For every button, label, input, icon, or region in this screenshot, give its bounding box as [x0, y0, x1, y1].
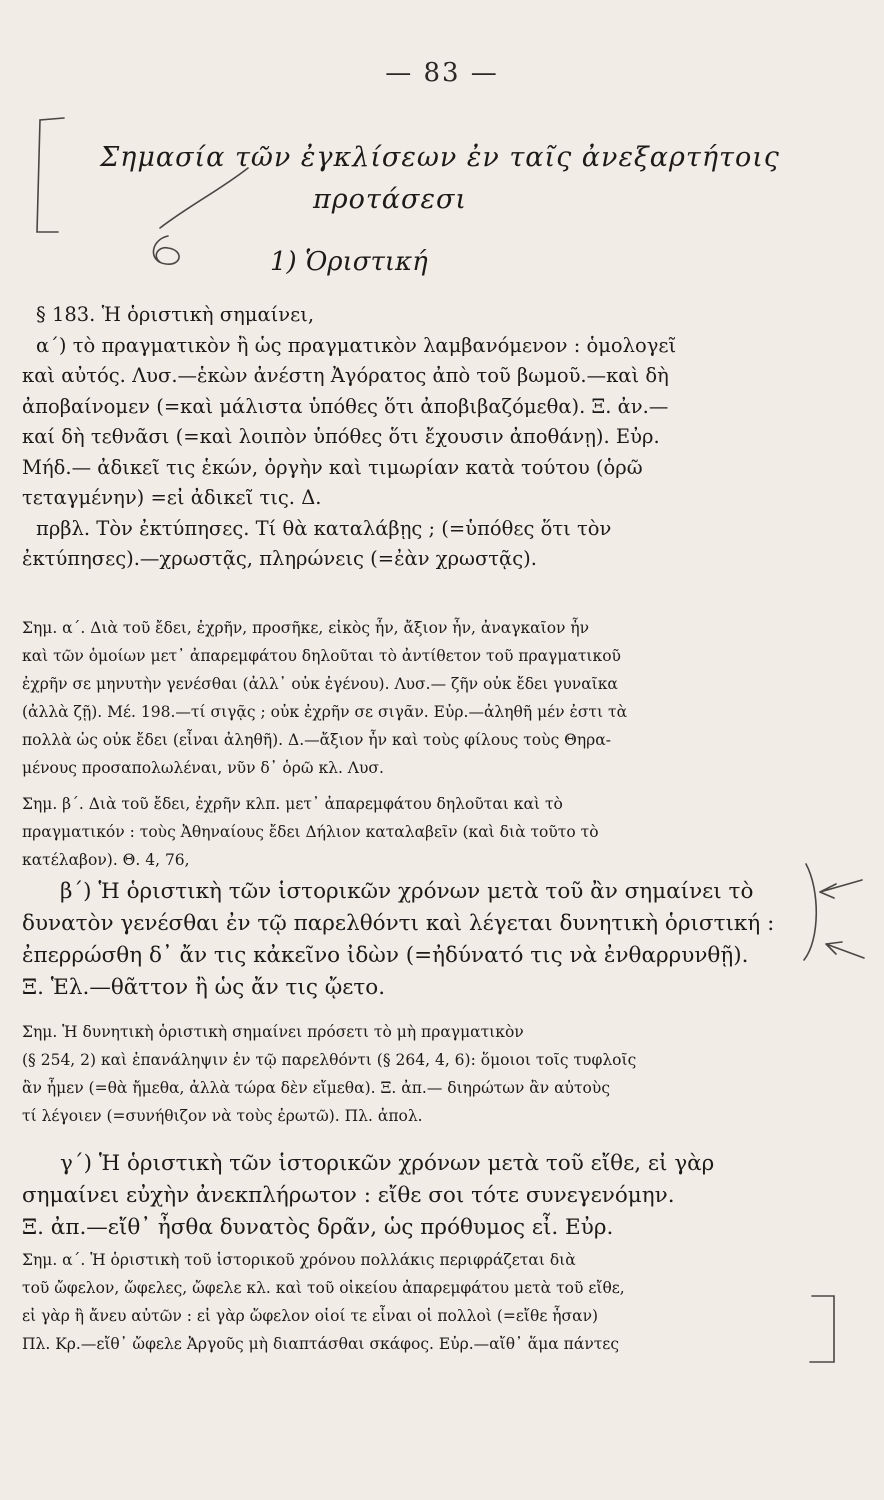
- text-line: πρβλ. Τὸν ἐκτύπησες. Τί θὰ καταλάβῃς ; (=ὑπόθες ὅτι τὸν: [36, 516, 612, 540]
- text-line: καὶ αὐτός. Λυσ.—ἑκὼν ἀνέστη Ἀγόρατος ἀπὸ τοῦ βωμοῦ.—καὶ δὴ: [22, 364, 669, 387]
- note-line: εἰ γὰρ ἢ ἄνευ αὐτῶν : εἰ γὰρ ὤφελον οἱοί τε εἶναι οἱ πολλοὶ (=εἴθε ἦσαν): [22, 1307, 599, 1325]
- bracket-right-mark: [804, 864, 816, 960]
- text-line: δυνατὸν γενέσθαι ἐν τῷ παρελθόντι καὶ λέγεται δυνητικὴ ὁριστική :: [22, 911, 775, 936]
- section-c: [22, 1148, 792, 1244]
- note-line: πραγματικόν : τοὺς Ἀθηναίους ἔδει Δήλιον καταλαβεῖν (καὶ διὰ τοῦτο τὸ: [22, 823, 599, 841]
- bracket-left-mark: [37, 118, 64, 232]
- bracket-bottom-right-mark: [810, 1296, 834, 1362]
- note-line: μένους προσαπολωλέναι, νῦν δ᾽ ὁρῶ κλ. Λυσ.: [22, 759, 384, 777]
- text-line: Μήδ.— ἀδικεῖ τις ἑκών, ὀργὴν καὶ τιμωρίαν κατὰ τούτου (ὁρῶ: [22, 455, 643, 479]
- text-line: Ξ. ἀπ.—εἴθ᾽ ἦσθα δυνατὸς δρᾶν, ὡς πρόθυμος εἶ. Εὐρ.: [22, 1215, 614, 1240]
- page-number: — 83 —: [385, 58, 499, 88]
- text-line: ἐκτύπησες).—χρωστᾷς, πληρώνεις (=ἐὰν χρωστᾷς).: [22, 547, 537, 570]
- text-line: καί δὴ τεθνᾶσι (=καὶ λοιπὸν ὑπόθες ὅτι ἔχουσιν ἀποθάνῃ). Εὐρ.: [22, 425, 660, 448]
- text-line: β΄) Ἡ ὁριστικὴ τῶν ἱστορικῶν χρόνων μετὰ τοῦ ἂν σημαίνει τὸ: [60, 879, 754, 904]
- note-line: Σημ. Ἡ δυνητικὴ ὁριστικὴ σημαίνει πρόσετι τὸ μὴ πραγματικὸν: [22, 1023, 524, 1041]
- chapter-title-continued: προτάσεσι: [313, 184, 467, 215]
- text-line: σημαίνει εὐχὴν ἀνεκπλήρωτον : εἴθε σοι τότε συνεγενόμην.: [22, 1183, 675, 1208]
- text-line: ἀποβαίνομεν (=καὶ μάλιστα ὑπόθες ὅτι ἀποβιβαζόμεθα). Ξ. ἀν.—: [22, 394, 669, 418]
- note-line: ἂν ἦμεν (=θὰ ἤμεθα, ἀλλὰ τώρα δὲν εἴμεθα). Ξ. ἀπ.— διηρώτων ἂν αὐτοὺς: [22, 1079, 610, 1097]
- arrow-icon: [820, 880, 862, 898]
- note-line: πολλὰ ὡς οὐκ ἔδει (εἶναι ἀληθῆ). Δ.—ἄξιον ἦν καὶ τοὺς φίλους τοὺς Θηρα-: [22, 731, 611, 749]
- note-b2: [22, 1018, 792, 1130]
- text-line: α΄) τὸ πραγματικὸν ἢ ὡς πραγματικὸν λαμβανόμενον : ὁμολογεῖ: [36, 333, 677, 357]
- note-b: [22, 790, 792, 874]
- note-line: Σημ. α΄. Ἡ ὁριστικὴ τοῦ ἱστορικοῦ χρόνου πολλάκις περιφράζεται διὰ: [22, 1251, 576, 1269]
- note-line: Πλ. Κρ.—εἴθ᾽ ὤφελε Ἀργοῦς μὴ διαπτάσθαι σκάφος. Εὐρ.—αἴθ᾽ ἅμα πάντες: [22, 1335, 620, 1353]
- text-line: Ξ. Ἑλ.—θᾶττον ἢ ὡς ἄν τις ᾤετο.: [22, 975, 386, 1000]
- note-line: (ἀλλὰ ζῇ). Μέ. 198.—τί σιγᾷς ; οὐκ ἐχρῆν σε σιγᾶν. Εὐρ.—ἀληθῆ μέν ἐστι τὰ: [22, 703, 628, 721]
- section-183: [22, 300, 792, 575]
- note-c: [22, 1246, 792, 1358]
- pencil-doodle-icon: [153, 236, 179, 264]
- note-a: [22, 614, 792, 782]
- note-line: τί λέγοιεν (=συνήθιζον νὰ τοὺς ἐρωτῶ). Πλ. ἀπολ.: [22, 1107, 423, 1125]
- note-line: καὶ τῶν ὁμοίων μετ᾽ ἀπαρεμφάτου δηλοῦται τὸ ἀντίθετον τοῦ πραγματικοῦ: [22, 647, 621, 665]
- note-line: τοῦ ὤφελον, ὤφελες, ὤφελε κλ. καὶ τοῦ οἰκείου ἀπαρεμφάτου μετὰ τοῦ εἴθε,: [22, 1279, 625, 1297]
- section-heading: 1) Ὁριστική: [270, 247, 428, 277]
- note-line: Σημ. β΄. Διὰ τοῦ ἔδει, ἐχρῆν κλπ. μετ᾽ ἀπαρεμφάτου δηλοῦται καὶ τὸ: [22, 795, 563, 813]
- arrow-icon: [826, 942, 864, 958]
- text-line: τεταγμένην) =εἰ ἀδικεῖ τις. Δ.: [22, 486, 322, 509]
- text-line: γ΄) Ἡ ὁριστικὴ τῶν ἱστορικῶν χρόνων μετὰ τοῦ εἴθε, εἰ γὰρ: [60, 1151, 715, 1176]
- note-line: κατέλαβον). Θ. 4, 76,: [22, 851, 190, 869]
- chapter-title: Σημασία τῶν ἐγκλίσεων ἐν ταῖς ἀνεξαρτήτοις: [100, 142, 780, 173]
- note-line: (§ 254, 2) καὶ ἐπανάληψιν ἐν τῷ παρελθόντι (§ 264, 4, 6): ὅμοιοι τοῖς τυφλοῖς: [22, 1051, 637, 1069]
- text-line: ἐπερρώσθη δ᾽ ἄν τις κἀκεῖνο ἰδὼν (=ἠδύνατό τις νὰ ἐνθαρρυνθῇ).: [22, 943, 749, 968]
- note-line: Σημ. α΄. Διὰ τοῦ ἔδει, ἐχρῆν, προσῆκε, εἰκὸς ἦν, ἄξιον ἦν, ἀναγκαῖον ἦν: [22, 619, 590, 637]
- section-b: [22, 876, 792, 1004]
- note-line: ἐχρῆν σε μηνυτὴν γενέσθαι (ἀλλ᾽ οὐκ ἐγένου). Λυσ.— ζῆν οὐκ ἔδει γυναῖκα: [22, 675, 618, 693]
- text-line: § 183. Ἡ ὁριστικὴ σημαίνει,: [36, 303, 315, 326]
- diagonal-pencil-line: [160, 168, 248, 228]
